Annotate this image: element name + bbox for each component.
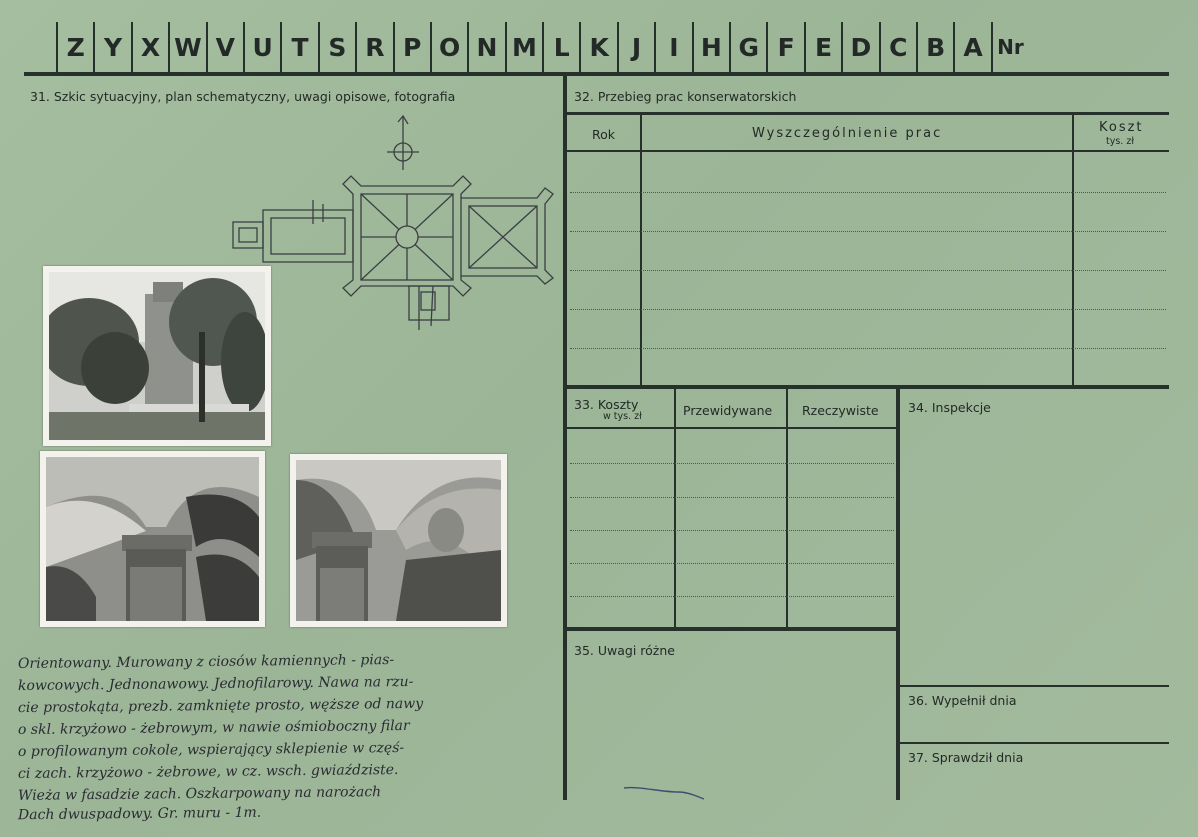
section35-label: 35. Uwagi różne bbox=[574, 643, 675, 658]
index-letter-m: M bbox=[505, 22, 542, 72]
index-letter-j: J bbox=[617, 22, 654, 72]
index-letter-d: D bbox=[841, 22, 878, 72]
note-line: Wieża w fasadzie zach. Oszkarpowany na narożach bbox=[17, 784, 382, 804]
index-letter-c: C bbox=[879, 22, 916, 72]
section33-col-divider-2 bbox=[786, 389, 788, 627]
index-letter-l: L bbox=[542, 22, 579, 72]
index-letter-k: K bbox=[579, 22, 616, 72]
section36-label: 36. Wypełnił dnia bbox=[908, 693, 1017, 708]
exterior-photo bbox=[43, 266, 271, 446]
index-letter-v: V bbox=[206, 22, 243, 72]
section32-col-divider-1 bbox=[640, 112, 642, 386]
section32-header-bottom-rule bbox=[567, 150, 1169, 152]
row-line bbox=[570, 563, 894, 564]
section33-label: 33. Koszty bbox=[574, 397, 639, 412]
section36-top-rule bbox=[900, 685, 1169, 687]
note-line: Dach dwuspadowy. Gr. muru - 1m. bbox=[17, 804, 262, 824]
section32-label: 32. Przebieg prac konserwatorskich bbox=[574, 89, 797, 104]
section37-label: 37. Sprawdził dnia bbox=[908, 750, 1024, 765]
index-letter-o: O bbox=[430, 22, 467, 72]
index-letter-s: S bbox=[318, 22, 355, 72]
note-line: o profilowanym cokole, wspierający sklepienie w częś- bbox=[17, 739, 405, 761]
section33-unit: w tys. zł bbox=[603, 411, 642, 422]
index-letter-a: A bbox=[953, 22, 990, 72]
section34-label: 34. Inspekcje bbox=[908, 400, 991, 415]
index-letter-u: U bbox=[243, 22, 280, 72]
index-letter-nr: Nr bbox=[991, 22, 1028, 72]
section32-bottom-rule bbox=[567, 385, 1169, 389]
row-line bbox=[570, 497, 894, 498]
pencil-stroke bbox=[620, 780, 710, 804]
section32-header-top-rule bbox=[567, 112, 1169, 115]
col-cost-unit: tys. zł bbox=[1106, 136, 1135, 147]
index-letter-i: I bbox=[654, 22, 691, 72]
row-line bbox=[570, 463, 894, 464]
index-letter-f: F bbox=[766, 22, 803, 72]
note-line: cie prostokąta, prezb. zamknięte prosto, węższe od nawy bbox=[17, 695, 424, 717]
section37-top-rule bbox=[900, 742, 1169, 744]
col-year-header: Rok bbox=[592, 127, 616, 142]
index-letter-y: Y bbox=[93, 22, 130, 72]
section31-label: 31. Szkic sytuacyjny, plan schematyczny, uwagi opisowe, fotografia bbox=[30, 89, 456, 104]
note-line: o skl. krzyżowo - żebrowym, w nawie ośmioboczny filar bbox=[17, 717, 410, 739]
row-line bbox=[570, 192, 1166, 193]
index-letter-h: H bbox=[692, 22, 729, 72]
index-letter-p: P bbox=[393, 22, 430, 72]
index-letter-r: R bbox=[355, 22, 392, 72]
section32-col-divider-2 bbox=[1072, 112, 1074, 386]
church-plan-sketch bbox=[225, 112, 560, 334]
col-actual-header: Rzeczywiste bbox=[802, 403, 879, 418]
row-line bbox=[570, 270, 1166, 271]
section34-divider bbox=[896, 389, 900, 800]
letter-index bbox=[56, 22, 1028, 72]
note-line: kowcowych. Jednonawowy. Jednofilarowy. Nawa na rzu- bbox=[17, 673, 414, 695]
index-letter-e: E bbox=[804, 22, 841, 72]
index-letter-n: N bbox=[467, 22, 504, 72]
section33-header-rule bbox=[567, 427, 897, 429]
top-rule bbox=[24, 72, 1169, 76]
index-letter-g: G bbox=[729, 22, 766, 72]
index-letter-x: X bbox=[131, 22, 168, 72]
index-letter-t: T bbox=[280, 22, 317, 72]
interior-photo-2 bbox=[290, 454, 507, 627]
note-line: Orientowany. Murowany z ciosów kamiennych - pias- bbox=[17, 652, 395, 672]
index-letter-b: B bbox=[916, 22, 953, 72]
row-line bbox=[570, 231, 1166, 232]
row-line bbox=[570, 309, 1166, 310]
note-line: ci zach. krzyżowo - żebrowe, w cz. wsch. gwiaździste. bbox=[17, 762, 399, 782]
section33-col-divider-1 bbox=[674, 389, 676, 627]
index-letter-z: Z bbox=[56, 22, 93, 72]
section33-bottom-rule bbox=[567, 627, 898, 631]
main-divider bbox=[563, 76, 567, 800]
col-planned-header: Przewidywane bbox=[683, 403, 773, 418]
row-line bbox=[570, 348, 1166, 349]
col-details-header: Wyszczególnienie prac bbox=[752, 126, 943, 141]
index-letter-w: W bbox=[168, 22, 205, 72]
row-line bbox=[570, 596, 894, 597]
col-cost-header: Koszt bbox=[1099, 120, 1144, 135]
row-line bbox=[570, 530, 894, 531]
interior-photo-1 bbox=[40, 451, 265, 627]
